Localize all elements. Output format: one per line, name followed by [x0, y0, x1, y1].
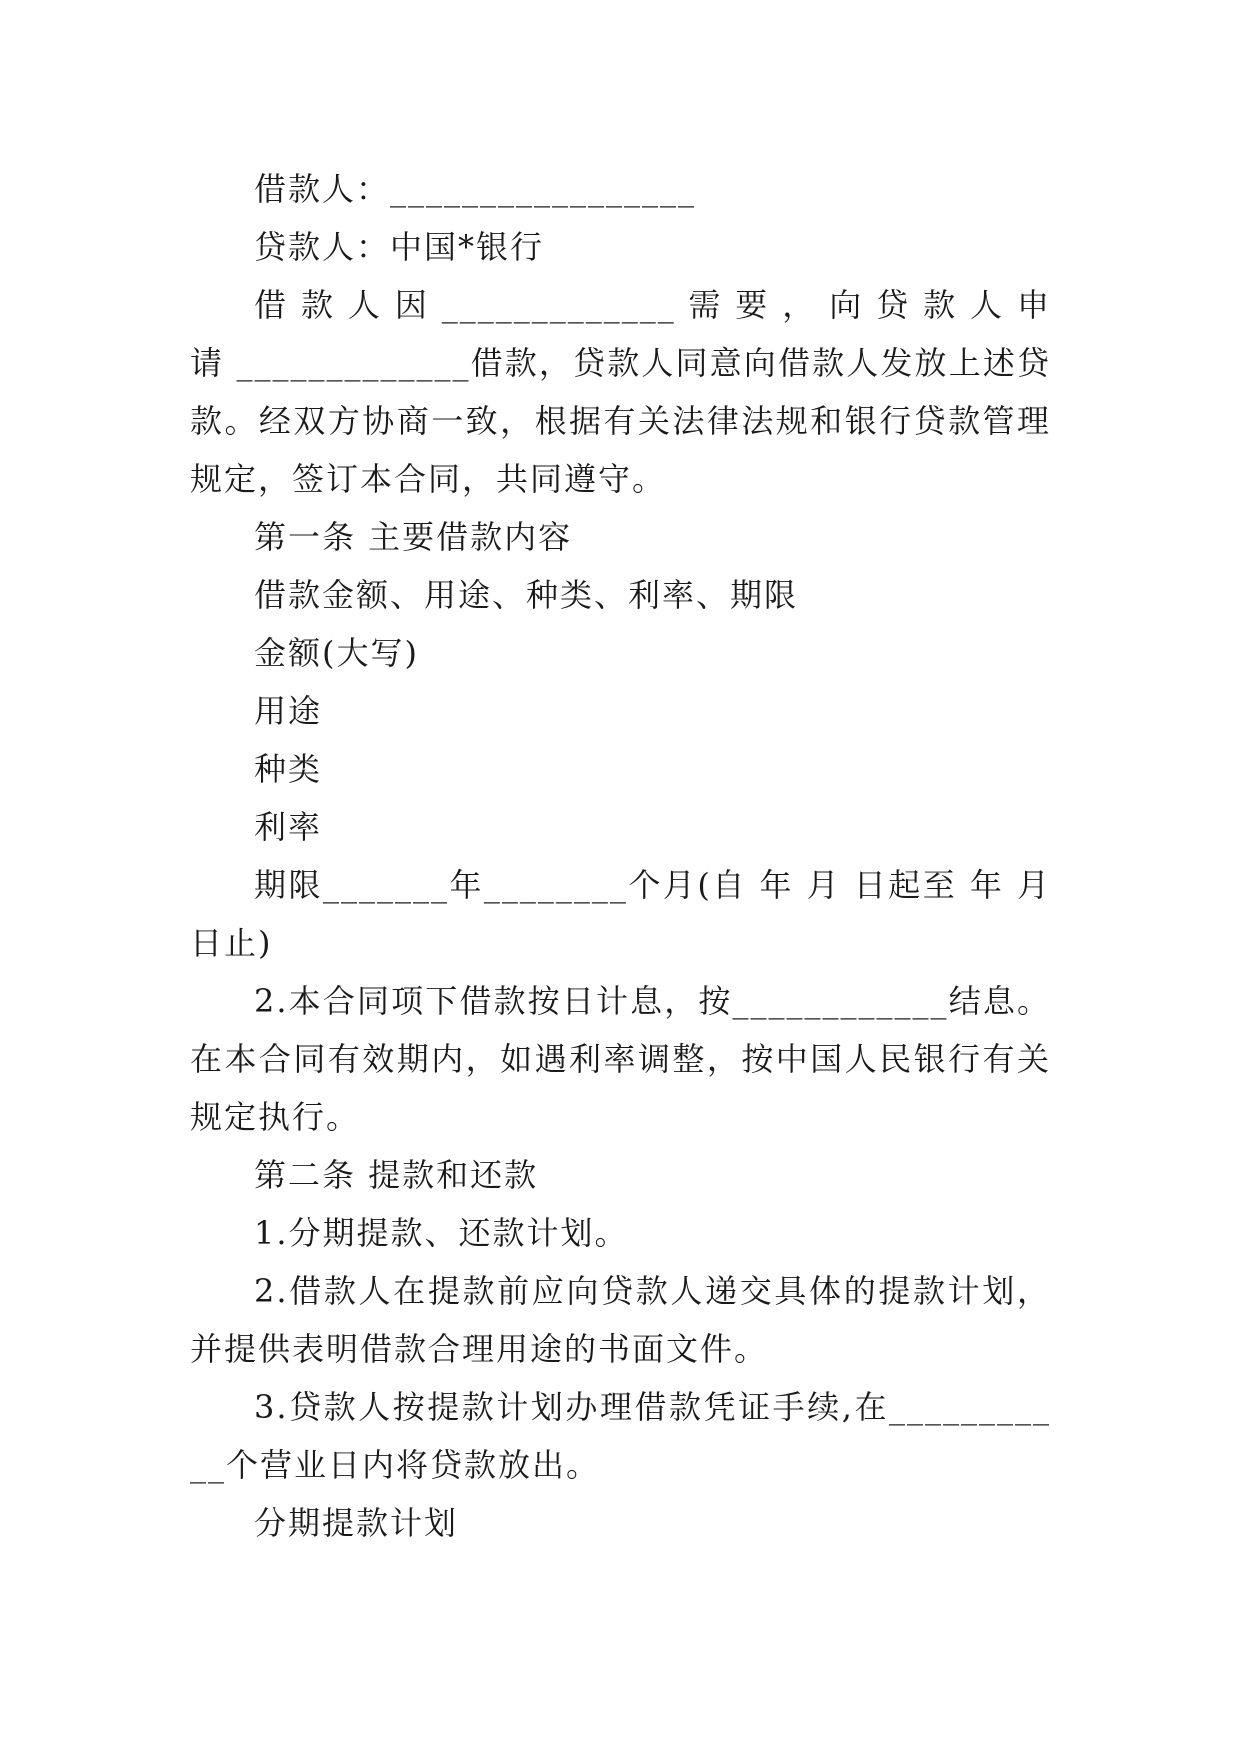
lender-line: 贷款人：中国*银行 — [254, 228, 545, 266]
amount-line: 金额(大写) — [254, 634, 419, 672]
disbursement-paragraph: 3.贷款人按提款计划办理借款凭证手续,在___________个营业日内将贷款放出。 — [190, 1388, 1051, 1484]
loan-items-line: 借款金额、用途、种类、利率、期限 — [254, 576, 799, 614]
installment-plan-line: 1.分期提款、还款计划。 — [254, 1214, 629, 1252]
article-2-heading: 第二条 提款和还款 — [254, 1156, 539, 1194]
installment-drawdown-heading: 分期提款计划 — [254, 1504, 459, 1542]
borrower-line: 借款人：_________________ — [254, 170, 697, 208]
term-paragraph: 期限_______年________个月(自 年 月 日起至 年 月日止) — [190, 866, 1051, 962]
drawdown-plan-paragraph: 2.借款人在提款前应向贷款人递交具体的提款计划，并提供表明借款合理用途的书面文件。 — [190, 1272, 1051, 1368]
rate-line: 利率 — [254, 808, 323, 846]
preamble-paragraph: 借 款 人 因 _____________ 需 要 ， 向 贷 款 人 申 请 _____________借款，贷款人同意向借款人发放上述贷款。经双方协商一致，根据有关法律法规和银行贷款管理规定，签订本合同，共同遵守。 — [190, 286, 1051, 498]
article-1-heading: 第一条 主要借款内容 — [254, 518, 573, 556]
purpose-line: 用途 — [254, 692, 323, 730]
type-line: 种类 — [254, 750, 323, 788]
interest-paragraph: 2.本合同项下借款按日计息，按____________结息。在本合同有效期内，如遇利率调整，按中国人民银行有关规定执行。 — [190, 982, 1051, 1136]
